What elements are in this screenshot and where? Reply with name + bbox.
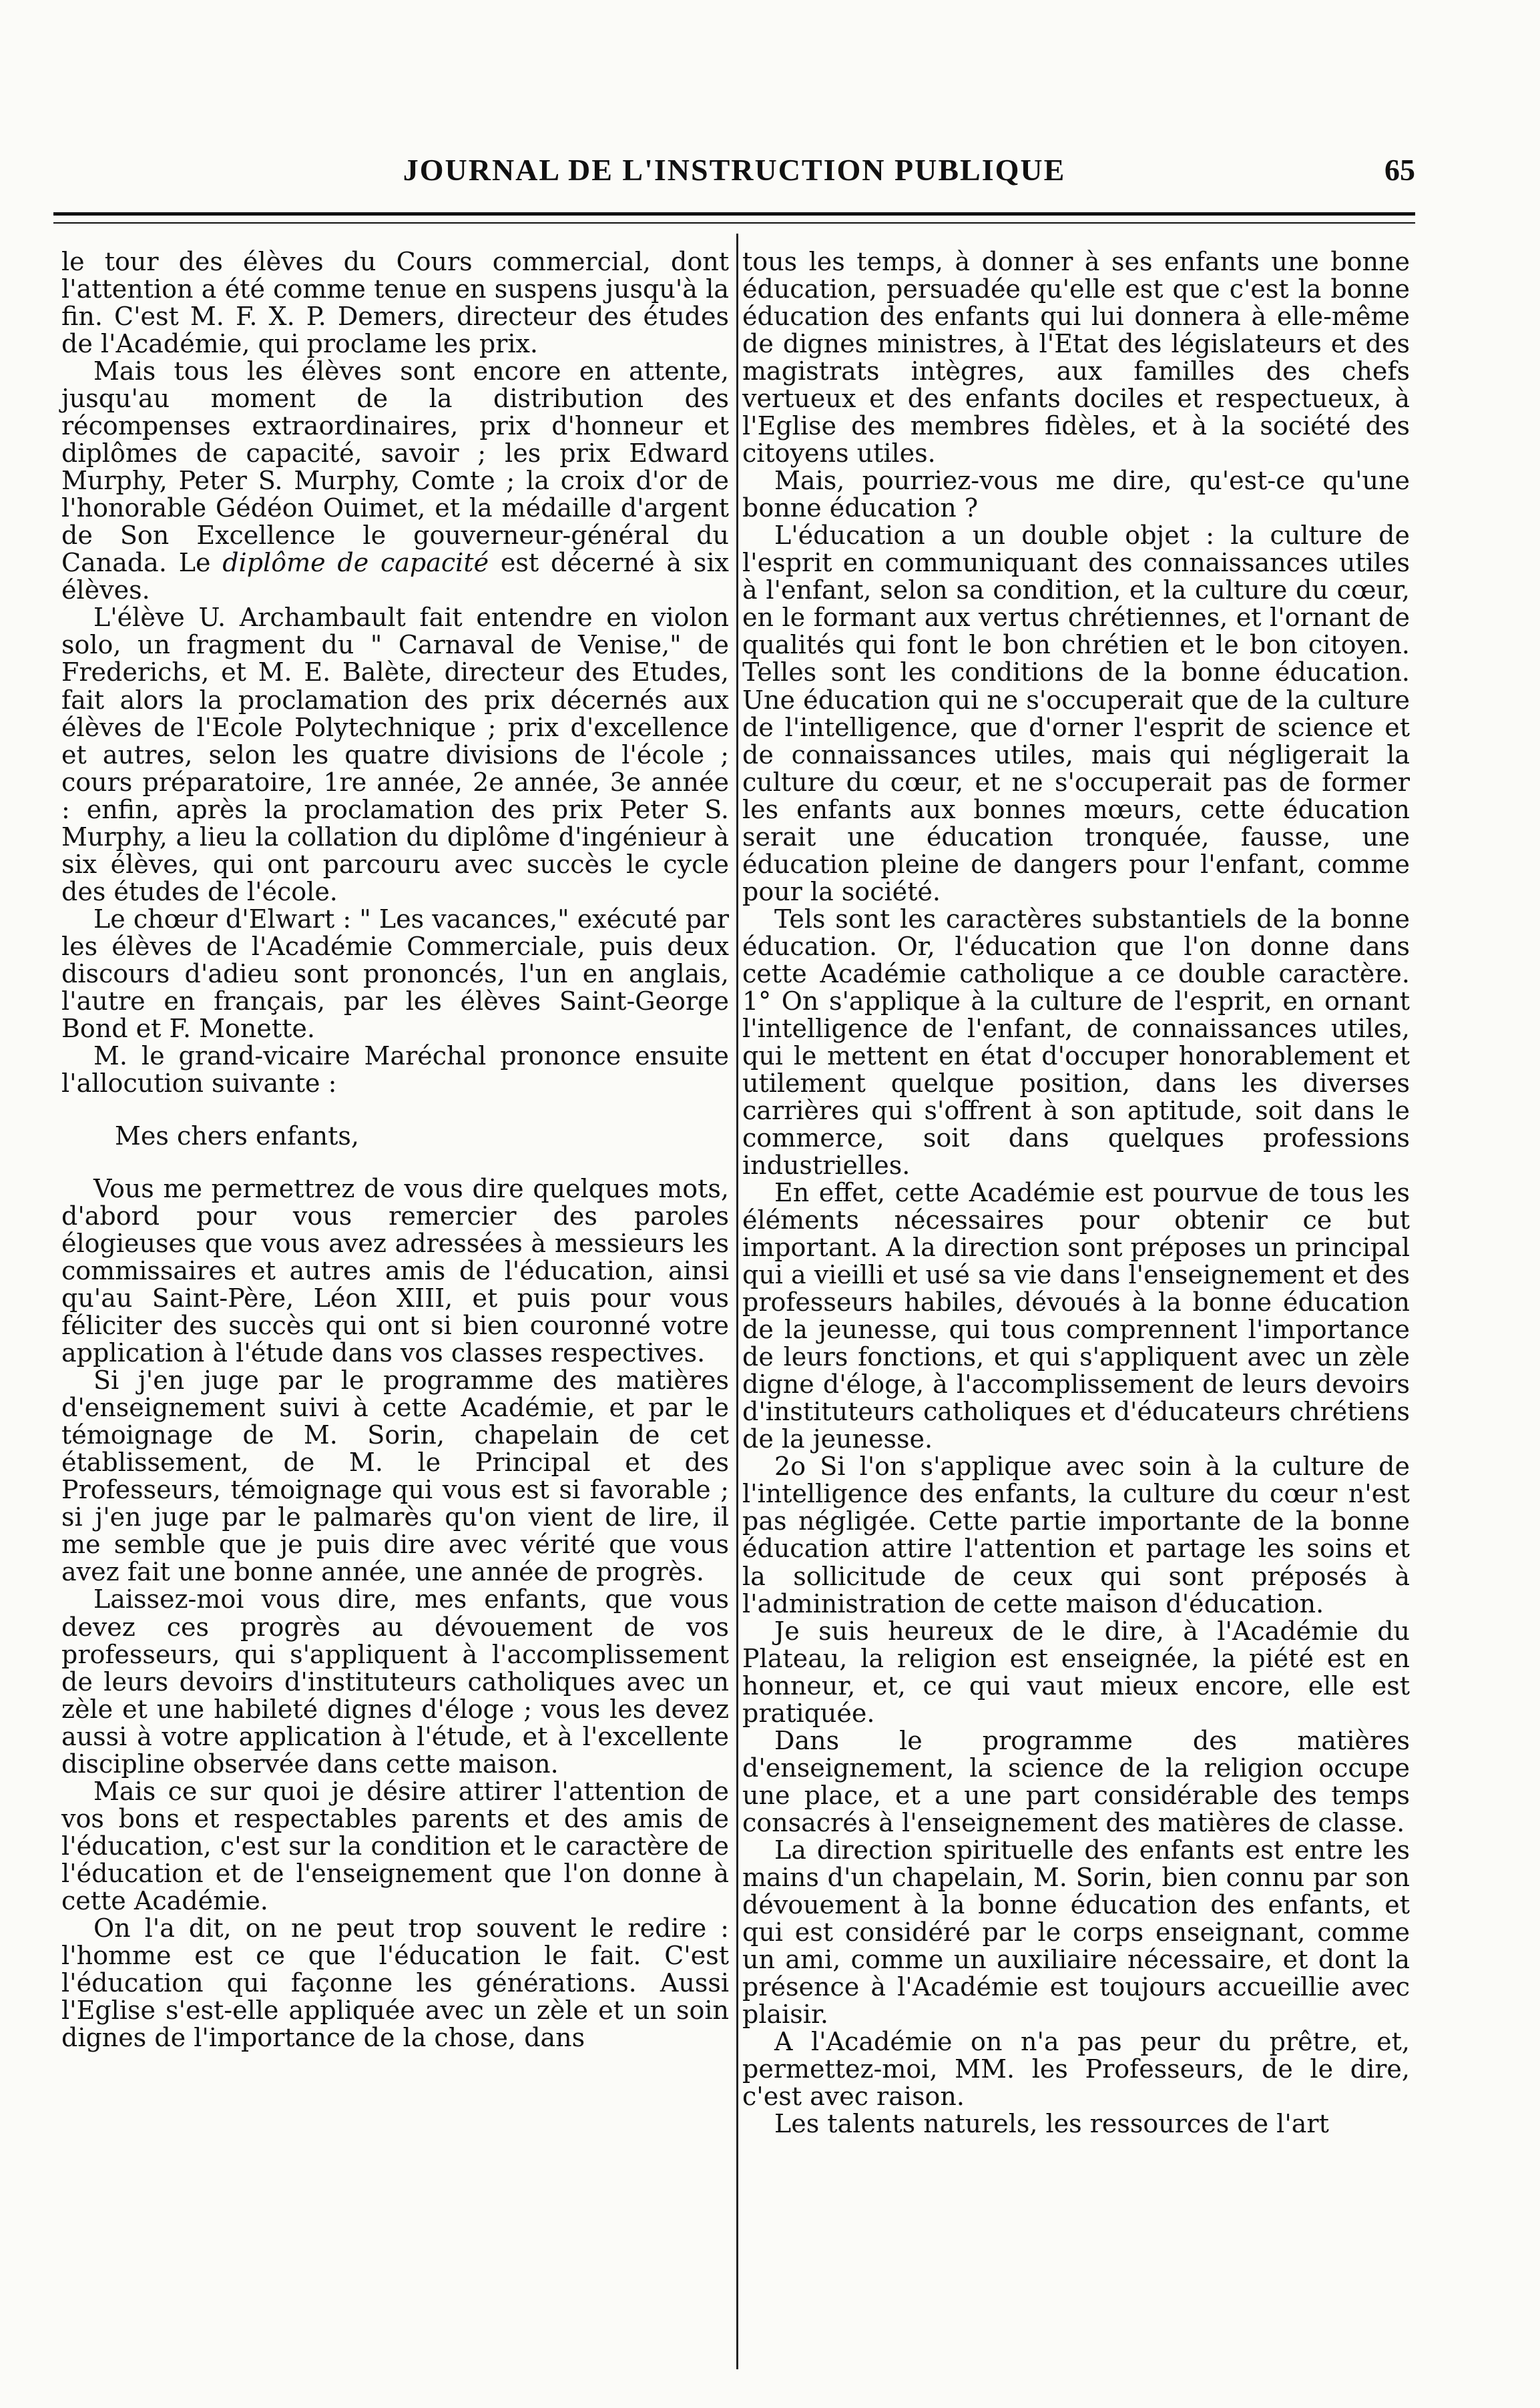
left-column <box>61 248 729 2052</box>
paragraph: En effet, cette Académie est pourvue de tous les éléments nécessaires pour obtenir ce but important. A la direction sont préposes un principal qui a vieilli et usé sa vie dans l'enseignement et des professeurs habiles, dévoués à la bonne éducation de la jeunesse, qui tous comprennent l'importance de leurs fonctions, et qui s'appliquent avec un zèle digne d'éloge, à l'accomplissement de leurs devoirs d'instituteurs catholiques et d'éducateurs chrétiens de la jeunesse. <box>742 1178 1410 1454</box>
paragraph: L'élève U. Archambault fait entendre en violon solo, un fragment du " Carnaval de Venise," de Frederichs, et M. E. Balète, directeur des Etudes, fait alors la proclamation des prix décernés aux élèves de l'Ecole Polytechnique ; prix d'excellence et autres, selon les quatre divisions de l'école ; cours préparatoire, 1re année, 2e année, 3e année : enfin, après la proclamation des prix Peter S. Murphy, a lieu la collation du diplôme d'ingénieur à six élèves, qui ont parcouru avec succès le cycle des études de l'école. <box>61 603 729 906</box>
page-number: 65 <box>1384 153 1415 187</box>
paragraph: Vous me permettrez de vous dire quelques mots, d'abord pour vous remercier des paroles élogieuses que vous avez adressées à messieurs les commissaires et autres amis de l'éducation, ainsi qu'au Saint-Père, Léon XIII, et puis pour vous féliciter des succès qui ont si bien couronné votre application à l'étude dans vos classes respectives. <box>61 1174 729 1368</box>
paragraph: Si j'en juge par le programme des matières d'enseignement suivi à cette Académie, et par le témoignage de M. Sorin, chapelain de cet établissement, de M. le Principal et des Professeurs, témoignage qui vous est si favorable ; si j'en juge par le palmarès qu'on vient de lire, il me semble que je puis dire avec vérité que vous avez fait une bonne année, une année de progrès. <box>61 1366 729 1587</box>
salutation: Mes chers enfants, <box>115 1121 359 1151</box>
column-separator <box>736 234 738 2369</box>
paragraph: On l'a dit, on ne peut trop souvent le redire : l'homme est ce que l'éducation le fait. C'est l'éducation qui façonne les générations. Aussi l'Eglise s'est-elle appliquée avec un zèle et un soin dignes de l'importance de la chose, dans <box>61 1913 729 2052</box>
paragraph: A l'Académie on n'a pas peur du prêtre, et, permettez-moi, MM. les Professeurs, de le dire, c'est avec raison. <box>742 2027 1410 2112</box>
paragraph: Mais, pourriez-vous me dire, qu'est-ce qu'une bonne éducation ? <box>742 466 1410 523</box>
header-rule-thin <box>53 222 1415 224</box>
paragraph: 2o Si l'on s'applique avec soin à la culture de l'intelligence des enfants, la culture du cœur n'est pas négligée. Cette partie importante de la bonne éducation attire l'attention et partage les soins et la sollicitude de ceux qui sont préposés à l'administration de cette maison d'éducation. <box>742 1452 1410 1618</box>
page-header <box>53 152 1415 199</box>
paragraph: L'éducation a un double objet : la culture de l'esprit en communiquant des connaissances utiles à l'enfant, selon sa condition, et la culture du cœur, en le formant aux vertus chrétiennes, et l'ornant de qualités qui font le bon chrétien et le bon citoyen. Telles sont les conditions de la bonne éducation. Une éducation qui ne s'occuperait que de la culture de l'intelligence, que d'orner l'esprit de science et de connaissances utiles, mais qui négligerait la culture du cœur, et ne s'occuperait pas de former les enfants aux bonnes mœurs, cette éducation serait une éducation tronquée, fausse, une éducation pleine de dangers pour l'enfant, comme pour la société. <box>742 521 1410 906</box>
paragraph: Je suis heureux de le dire, à l'Académie du Plateau, la religion est enseignée, la piété est en honneur, et, ce qui vaut mieux encore, elle est pratiquée. <box>742 1616 1410 1728</box>
paragraph: M. le grand-vicaire Maréchal prononce ensuite l'allocution suivante : <box>61 1040 729 1098</box>
paragraph-text: Mais tous les élèves sont encore en attente, jusqu'au moment de la distribution des récompenses extraordinaires, prix d'honneur et diplômes de capacité, savoir ; les prix Edward Murphy, Peter S. Murphy, Comte ; la croix d'or de l'honorable Gédéon Ouimet, et la médaille d'argent de Son Excellence le gouverneur-général du Canada. Le <box>61 356 729 578</box>
paragraph: Les talents naturels, les ressources de l'art <box>774 2109 1329 2139</box>
paragraph-text: est décerné à six élèves. <box>61 548 729 605</box>
right-column <box>742 248 1410 2138</box>
journal-title: JOURNAL DE L'INSTRUCTION PUBLIQUE <box>403 153 1066 187</box>
paragraph: La direction spirituelle des enfants est entre les mains d'un chapelain, M. Sorin, bien connu par son dévouement à la bonne éducation des enfants, et qui est considéré par le corps enseignant, comme un ami, comme un auxiliaire nécessaire, et dont la présence à l'Académie est toujours accueillie avec plaisir. <box>742 1835 1410 2029</box>
paragraph: Tels sont les caractères substantiels de la bonne éducation. Or, l'éducation que l'on donne dans cette Académie catholique a ce double caractère. 1° On s'applique à la culture de l'esprit, en ornant l'intelligence de l'enfant, de connaissances utiles, qui le mettent en état d'occuper honorablement et utilement quelque position, dans les diverses carrières qui s'offrent à son aptitude, soit dans le commerce, soit dans quelques professions industrielles. <box>742 904 1410 1181</box>
paragraph: Dans le programme des matières d'enseignement, la science de la religion occupe une place, et a une part considérable des temps consacrés à l'enseignement des matières de classe. <box>742 1725 1410 1837</box>
emphasis-text: diplôme de capacité <box>222 548 489 578</box>
header-rule-thick <box>53 212 1415 216</box>
paragraph: Le chœur d'Elwart : " Les vacances," exécuté par les élèves de l'Académie Commerciale, puis deux discours d'adieu sont prononcés, l'un en anglais, l'autre en français, par les élèves Saint-George Bond et F. Monette. <box>61 904 729 1043</box>
paragraph: le tour des élèves du Cours commercial, dont l'attention a été comme tenue en suspens jusqu'à la fin. C'est M. F. X. P. Demers, directeur des études de l'Académie, qui proclame les prix. <box>61 247 729 359</box>
paragraph: Mais ce sur quoi je désire attirer l'attention de vos bons et respectables parents et des amis de l'éducation, c'est sur la condition et le caractère de l'éducation et de l'enseignement que l'on donne à cette Académie. <box>61 1776 729 1915</box>
paragraph: Laissez-moi vous dire, mes enfants, que vous devez ces progrès au dévouement de vos professeurs, qui s'appliquent à l'accomplissement de leurs devoirs d'instituteurs catholiques avec un zèle et une habileté dignes d'éloge ; vous les devez aussi à votre application à l'étude, et à l'excellente discipline observée dans cette maison. <box>61 1584 729 1779</box>
paragraph: tous les temps, à donner à ses enfants une bonne éducation, persuadée qu'elle est que c'est la bonne éducation des enfants qui lui donnera à elle-même de dignes ministres, à l'Etat des législateurs et des magistrats intègres, aux familles des chefs vertueux et des enfants dociles et respectueux, à l'Eglise des membres fidèles, et à la société des citoyens utiles. <box>742 247 1410 469</box>
paragraph <box>61 358 729 604</box>
